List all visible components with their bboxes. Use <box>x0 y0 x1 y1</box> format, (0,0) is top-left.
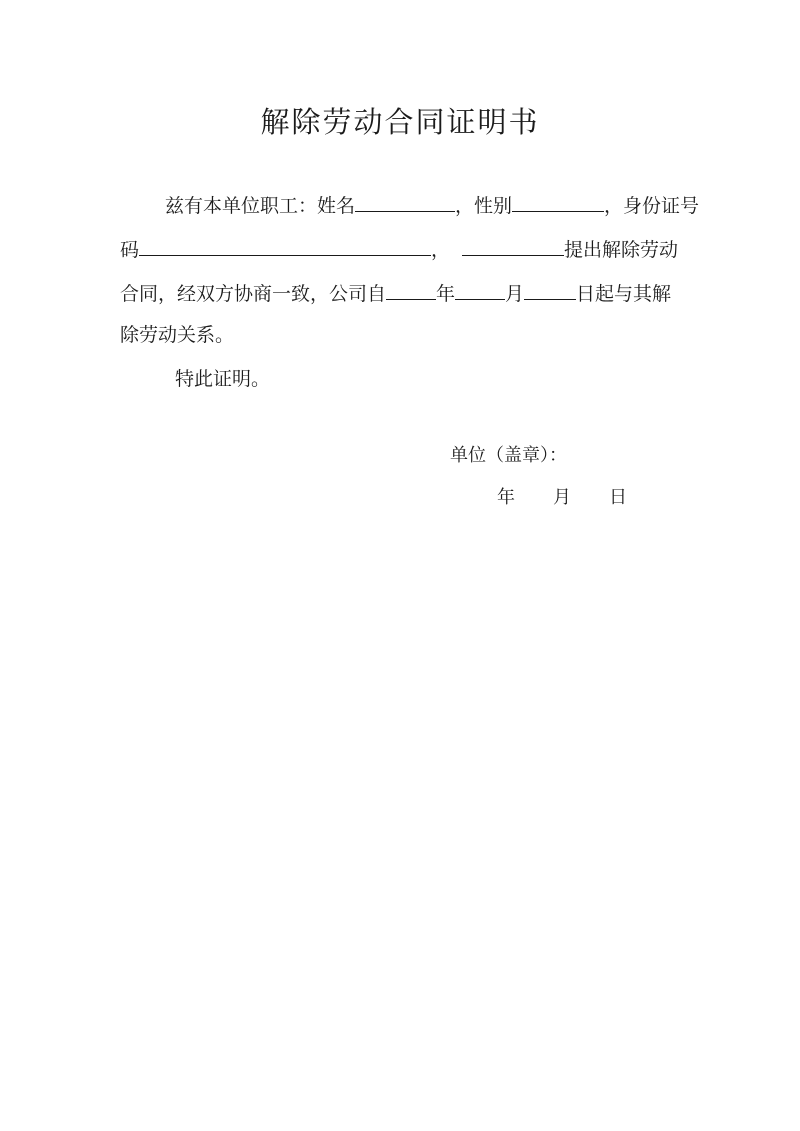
id-number-blank[interactable] <box>139 235 431 256</box>
signature-day-label: 日 <box>609 487 627 508</box>
day-blank[interactable] <box>524 279 576 300</box>
year-label: 年 <box>436 283 456 305</box>
signature-year-label: 年 <box>497 487 515 508</box>
termination-request-text: 提出解除劳动 <box>564 239 679 261</box>
effective-date-text: 日起与其解 <box>576 283 672 305</box>
id-number-label-end: 码 <box>120 239 140 261</box>
employee-intro-text: 兹有本单位职工：姓名 <box>165 195 356 217</box>
year-blank[interactable] <box>386 279 436 300</box>
month-label: 月 <box>505 283 525 305</box>
gender-label: ，性别 <box>455 195 513 217</box>
month-blank[interactable] <box>455 279 505 300</box>
gender-blank[interactable] <box>512 191 604 212</box>
comma-separator: ， <box>431 239 451 261</box>
body-line-2 <box>120 235 678 263</box>
date-blank[interactable] <box>462 235 564 256</box>
agreement-text: 合同，经双方协商一致，公司自 <box>120 283 387 305</box>
body-line-1 <box>165 191 699 219</box>
document-title: 解除劳动合同证明书 <box>260 105 540 139</box>
name-blank[interactable] <box>355 191 455 212</box>
relationship-end-text: 除劳动关系。 <box>120 324 235 346</box>
signature-month-label: 月 <box>553 487 571 508</box>
body-line-3 <box>120 279 671 307</box>
id-number-label: ，身份证号 <box>604 195 700 217</box>
closing-text: 特此证明。 <box>175 368 271 390</box>
signature-date-line <box>497 485 627 511</box>
body-line-4 <box>120 321 234 349</box>
unit-seal-label: 单位（盖章）： <box>450 445 567 466</box>
unit-seal-line <box>450 443 567 469</box>
closing-statement <box>175 365 270 393</box>
